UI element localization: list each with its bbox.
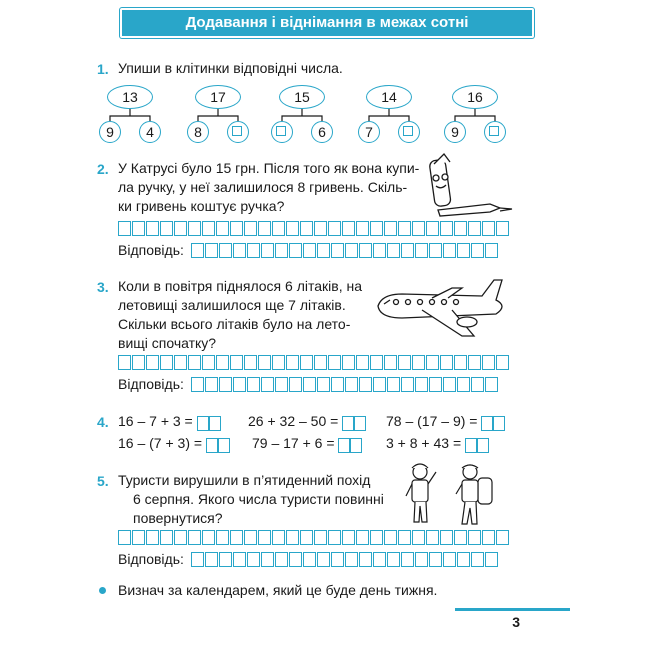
grid-cell[interactable] xyxy=(440,530,453,545)
airplane-illustration xyxy=(372,276,512,346)
grid-cell[interactable] xyxy=(457,552,470,567)
tree-top: 14 xyxy=(366,85,412,109)
answer-circle[interactable] xyxy=(484,121,506,143)
grid-cell[interactable] xyxy=(247,552,260,567)
answer-cell[interactable] xyxy=(403,126,413,136)
task-line: Скільки всього літаків було на лето- xyxy=(118,316,351,332)
grid-cell[interactable] xyxy=(160,221,173,236)
grid-cell[interactable] xyxy=(454,530,467,545)
grid-cell[interactable] xyxy=(275,243,288,258)
task-line: летовищі залишилося ще 7 літаків. xyxy=(118,297,346,313)
grid-cell[interactable] xyxy=(496,221,509,236)
grid-cell[interactable] xyxy=(398,355,411,370)
grid-cell[interactable] xyxy=(485,377,498,392)
task-line: ки гривень коштує ручка? xyxy=(118,198,285,214)
grid-cell[interactable] xyxy=(496,530,509,545)
grid-cell[interactable] xyxy=(342,221,355,236)
grid-cell[interactable] xyxy=(261,377,274,392)
grid-cell[interactable] xyxy=(342,355,355,370)
answer-grid[interactable] xyxy=(191,377,499,392)
grid-cell[interactable] xyxy=(359,243,372,258)
grid-cell[interactable] xyxy=(314,355,327,370)
grid-cell[interactable] xyxy=(345,552,358,567)
grid-cell[interactable] xyxy=(426,221,439,236)
task-line: ла ручку, у неї залишилося 8 гривень. Скіль- xyxy=(118,179,408,195)
task-line: вищі спочатку? xyxy=(118,335,217,351)
answer-circle[interactable] xyxy=(271,121,293,143)
grid-cell[interactable] xyxy=(146,355,159,370)
task-line: Туристи вирушили в п’ятиденний похід xyxy=(118,472,371,488)
task-text: Упиши в клітинки відповідні числа. xyxy=(118,60,343,76)
grid-cell[interactable] xyxy=(328,221,341,236)
grid-cell[interactable] xyxy=(118,221,131,236)
grid-cell[interactable] xyxy=(272,221,285,236)
grid-cell[interactable] xyxy=(485,243,498,258)
grid-cell[interactable] xyxy=(202,221,215,236)
grid-cell[interactable] xyxy=(216,530,229,545)
grid-cell[interactable] xyxy=(188,221,201,236)
grid-cell[interactable] xyxy=(373,243,386,258)
grid-cell[interactable] xyxy=(146,530,159,545)
grid-cell[interactable] xyxy=(359,552,372,567)
grid-cell[interactable] xyxy=(426,530,439,545)
grid-cell[interactable] xyxy=(356,530,369,545)
grid-cell[interactable] xyxy=(258,221,271,236)
grid-cell[interactable] xyxy=(328,355,341,370)
tree-leaf: 9 xyxy=(444,121,466,143)
answer-label: Відповідь: xyxy=(118,551,184,567)
grid-cell[interactable] xyxy=(289,377,302,392)
tourists-illustration xyxy=(400,460,510,532)
grid-cell[interactable] xyxy=(440,355,453,370)
expression-text: 16 – 7 + 3 = xyxy=(118,413,193,429)
grid-cell[interactable] xyxy=(160,530,173,545)
grid-cell[interactable] xyxy=(328,530,341,545)
grid-cell[interactable] xyxy=(303,377,316,392)
grid-cell[interactable] xyxy=(412,221,425,236)
answer-box[interactable] xyxy=(342,413,366,431)
tree-top: 17 xyxy=(195,85,241,109)
expression xyxy=(386,434,489,453)
grid-cell[interactable] xyxy=(370,221,383,236)
grid-cell[interactable] xyxy=(443,552,456,567)
grid-cell[interactable] xyxy=(415,243,428,258)
grid-cell[interactable] xyxy=(174,355,187,370)
grid-cell[interactable] xyxy=(370,530,383,545)
grid-cell[interactable] xyxy=(356,221,369,236)
grid-cell[interactable] xyxy=(118,530,131,545)
solution-grid[interactable] xyxy=(118,355,510,370)
grid-cell[interactable] xyxy=(286,355,299,370)
grid-cell[interactable] xyxy=(401,243,414,258)
grid-cell[interactable] xyxy=(429,243,442,258)
grid-cell[interactable] xyxy=(373,377,386,392)
grid-cell[interactable] xyxy=(471,243,484,258)
grid-cell[interactable] xyxy=(482,221,495,236)
grid-cell[interactable] xyxy=(426,355,439,370)
grid-cell[interactable] xyxy=(440,221,453,236)
task-number: 2. xyxy=(97,161,109,177)
grid-cell[interactable] xyxy=(132,221,145,236)
grid-cell[interactable] xyxy=(300,530,313,545)
grid-cell[interactable] xyxy=(188,355,201,370)
grid-cell[interactable] xyxy=(387,243,400,258)
grid-cell[interactable] xyxy=(370,355,383,370)
grid-cell[interactable] xyxy=(384,221,397,236)
grid-cell[interactable] xyxy=(289,243,302,258)
expression-text: 78 – (17 – 9) = xyxy=(386,413,478,429)
grid-cell[interactable] xyxy=(219,377,232,392)
grid-cell[interactable] xyxy=(359,377,372,392)
task-line: 6 серпня. Якого числа туристи повинні xyxy=(133,491,384,507)
grid-cell[interactable] xyxy=(230,221,243,236)
grid-cell[interactable] xyxy=(205,377,218,392)
grid-cell[interactable] xyxy=(398,530,411,545)
grid-cell[interactable] xyxy=(384,530,397,545)
tree-leaf: 6 xyxy=(311,121,333,143)
grid-cell[interactable] xyxy=(468,355,481,370)
grid-cell[interactable] xyxy=(317,243,330,258)
answer-box[interactable] xyxy=(206,435,230,453)
grid-cell[interactable] xyxy=(233,552,246,567)
grid-cell[interactable] xyxy=(205,243,218,258)
grid-cell[interactable] xyxy=(415,377,428,392)
page-title: Додавання і віднімання в межах сотні xyxy=(120,8,534,38)
grid-cell[interactable] xyxy=(275,377,288,392)
grid-cell[interactable] xyxy=(118,355,131,370)
grid-cell[interactable] xyxy=(471,377,484,392)
grid-cell[interactable] xyxy=(314,221,327,236)
grid-cell[interactable] xyxy=(247,243,260,258)
grid-cell[interactable] xyxy=(468,221,481,236)
answer-box[interactable] xyxy=(481,413,505,431)
grid-cell[interactable] xyxy=(289,552,302,567)
grid-cell[interactable] xyxy=(258,530,271,545)
grid-cell[interactable] xyxy=(191,243,204,258)
grid-cell[interactable] xyxy=(331,243,344,258)
solution-grid[interactable] xyxy=(118,530,510,545)
answer-circle[interactable] xyxy=(227,121,249,143)
answer-cell[interactable] xyxy=(489,126,499,136)
grid-cell[interactable] xyxy=(286,221,299,236)
grid-cell[interactable] xyxy=(457,243,470,258)
grid-cell[interactable] xyxy=(205,552,218,567)
grid-cell[interactable] xyxy=(443,377,456,392)
answer-cell[interactable] xyxy=(276,126,286,136)
grid-cell[interactable] xyxy=(317,377,330,392)
grid-cell[interactable] xyxy=(314,530,327,545)
grid-cell[interactable] xyxy=(272,355,285,370)
grid-cell[interactable] xyxy=(244,221,257,236)
tree-leaf: 8 xyxy=(187,121,209,143)
grid-cell[interactable] xyxy=(174,530,187,545)
grid-cell[interactable] xyxy=(373,552,386,567)
grid-cell[interactable] xyxy=(303,243,316,258)
grid-cell[interactable] xyxy=(219,243,232,258)
grid-cell[interactable] xyxy=(412,355,425,370)
grid-cell[interactable] xyxy=(300,221,313,236)
answer-label: Відповідь: xyxy=(118,242,184,258)
tree-top: 16 xyxy=(452,85,498,109)
grid-cell[interactable] xyxy=(300,355,313,370)
grid-cell[interactable] xyxy=(457,377,470,392)
expression xyxy=(118,412,221,431)
answer-box[interactable] xyxy=(465,435,489,453)
grid-cell[interactable] xyxy=(415,552,428,567)
expression-text: 26 + 32 – 50 = xyxy=(248,413,339,429)
tree-top: 13 xyxy=(107,85,153,109)
grid-cell[interactable] xyxy=(429,377,442,392)
grid-cell[interactable] xyxy=(258,355,271,370)
expression-text: 16 – (7 + 3) = xyxy=(118,435,203,451)
answer-box[interactable] xyxy=(197,413,221,431)
expression-text: 79 – 17 + 6 = xyxy=(252,435,335,451)
grid-cell[interactable] xyxy=(230,530,243,545)
grid-cell[interactable] xyxy=(247,377,260,392)
answer-grid[interactable] xyxy=(191,552,499,567)
grid-cell[interactable] xyxy=(443,243,456,258)
tree-leaf: 9 xyxy=(99,121,121,143)
task-line: У Катрусі було 15 грн. Після того як вона купи- xyxy=(118,160,420,176)
answer-cell[interactable] xyxy=(232,126,242,136)
task-number: 4. xyxy=(97,414,109,430)
task-line: Коли в повітря піднялося 6 літаків, на xyxy=(118,278,362,294)
grid-cell[interactable] xyxy=(261,552,274,567)
grid-cell[interactable] xyxy=(188,530,201,545)
grid-cell[interactable] xyxy=(244,355,257,370)
grid-cell[interactable] xyxy=(191,377,204,392)
grid-cell[interactable] xyxy=(317,552,330,567)
grid-cell[interactable] xyxy=(384,355,397,370)
solution-grid[interactable] xyxy=(118,221,510,236)
answer-box[interactable] xyxy=(338,435,362,453)
grid-cell[interactable] xyxy=(230,355,243,370)
grid-cell[interactable] xyxy=(261,243,274,258)
grid-cell[interactable] xyxy=(272,530,285,545)
expression xyxy=(248,412,366,431)
bonus-text: Визнач за календарем, який це буде день тижня. xyxy=(118,582,438,598)
grid-cell[interactable] xyxy=(202,530,215,545)
grid-cell[interactable] xyxy=(429,552,442,567)
grid-cell[interactable] xyxy=(132,530,145,545)
grid-cell[interactable] xyxy=(401,552,414,567)
grid-cell[interactable] xyxy=(387,377,400,392)
grid-cell[interactable] xyxy=(398,221,411,236)
page-number: 3 xyxy=(455,608,570,630)
tree-leaf: 7 xyxy=(358,121,380,143)
grid-cell[interactable] xyxy=(244,530,257,545)
expression-text: 3 + 8 + 43 = xyxy=(386,435,462,451)
grid-cell[interactable] xyxy=(454,355,467,370)
grid-cell[interactable] xyxy=(202,355,215,370)
tree-top: 15 xyxy=(279,85,325,109)
grid-cell[interactable] xyxy=(132,355,145,370)
grid-cell[interactable] xyxy=(216,355,229,370)
grid-cell[interactable] xyxy=(160,355,173,370)
answer-label: Відповідь: xyxy=(118,376,184,392)
grid-cell[interactable] xyxy=(303,552,316,567)
grid-cell[interactable] xyxy=(468,530,481,545)
grid-cell[interactable] xyxy=(219,552,232,567)
answer-grid[interactable] xyxy=(191,243,499,258)
grid-cell[interactable] xyxy=(356,355,369,370)
grid-cell[interactable] xyxy=(482,530,495,545)
task-number: 3. xyxy=(97,279,109,295)
grid-cell[interactable] xyxy=(471,552,484,567)
expression xyxy=(252,434,362,453)
grid-cell[interactable] xyxy=(146,221,159,236)
grid-cell[interactable] xyxy=(496,355,509,370)
grid-cell[interactable] xyxy=(233,377,246,392)
grid-cell[interactable] xyxy=(387,552,400,567)
pen-character-illustration xyxy=(420,152,520,222)
answer-circle[interactable] xyxy=(398,121,420,143)
grid-cell[interactable] xyxy=(174,221,187,236)
expression xyxy=(118,434,230,453)
grid-cell[interactable] xyxy=(401,377,414,392)
task-line: повернутися? xyxy=(133,510,223,526)
grid-cell[interactable] xyxy=(412,530,425,545)
grid-cell[interactable] xyxy=(286,530,299,545)
grid-cell[interactable] xyxy=(342,530,355,545)
grid-cell[interactable] xyxy=(216,221,229,236)
grid-cell[interactable] xyxy=(345,377,358,392)
grid-cell[interactable] xyxy=(331,377,344,392)
task-number: 1. xyxy=(97,61,109,77)
grid-cell[interactable] xyxy=(191,552,204,567)
tree-leaf: 4 xyxy=(139,121,161,143)
task-number: 5. xyxy=(97,473,109,489)
grid-cell[interactable] xyxy=(331,552,344,567)
grid-cell[interactable] xyxy=(482,355,495,370)
grid-cell[interactable] xyxy=(345,243,358,258)
grid-cell[interactable] xyxy=(485,552,498,567)
expression xyxy=(386,412,505,431)
grid-cell[interactable] xyxy=(454,221,467,236)
grid-cell[interactable] xyxy=(233,243,246,258)
grid-cell[interactable] xyxy=(275,552,288,567)
bullet-icon xyxy=(99,587,106,594)
